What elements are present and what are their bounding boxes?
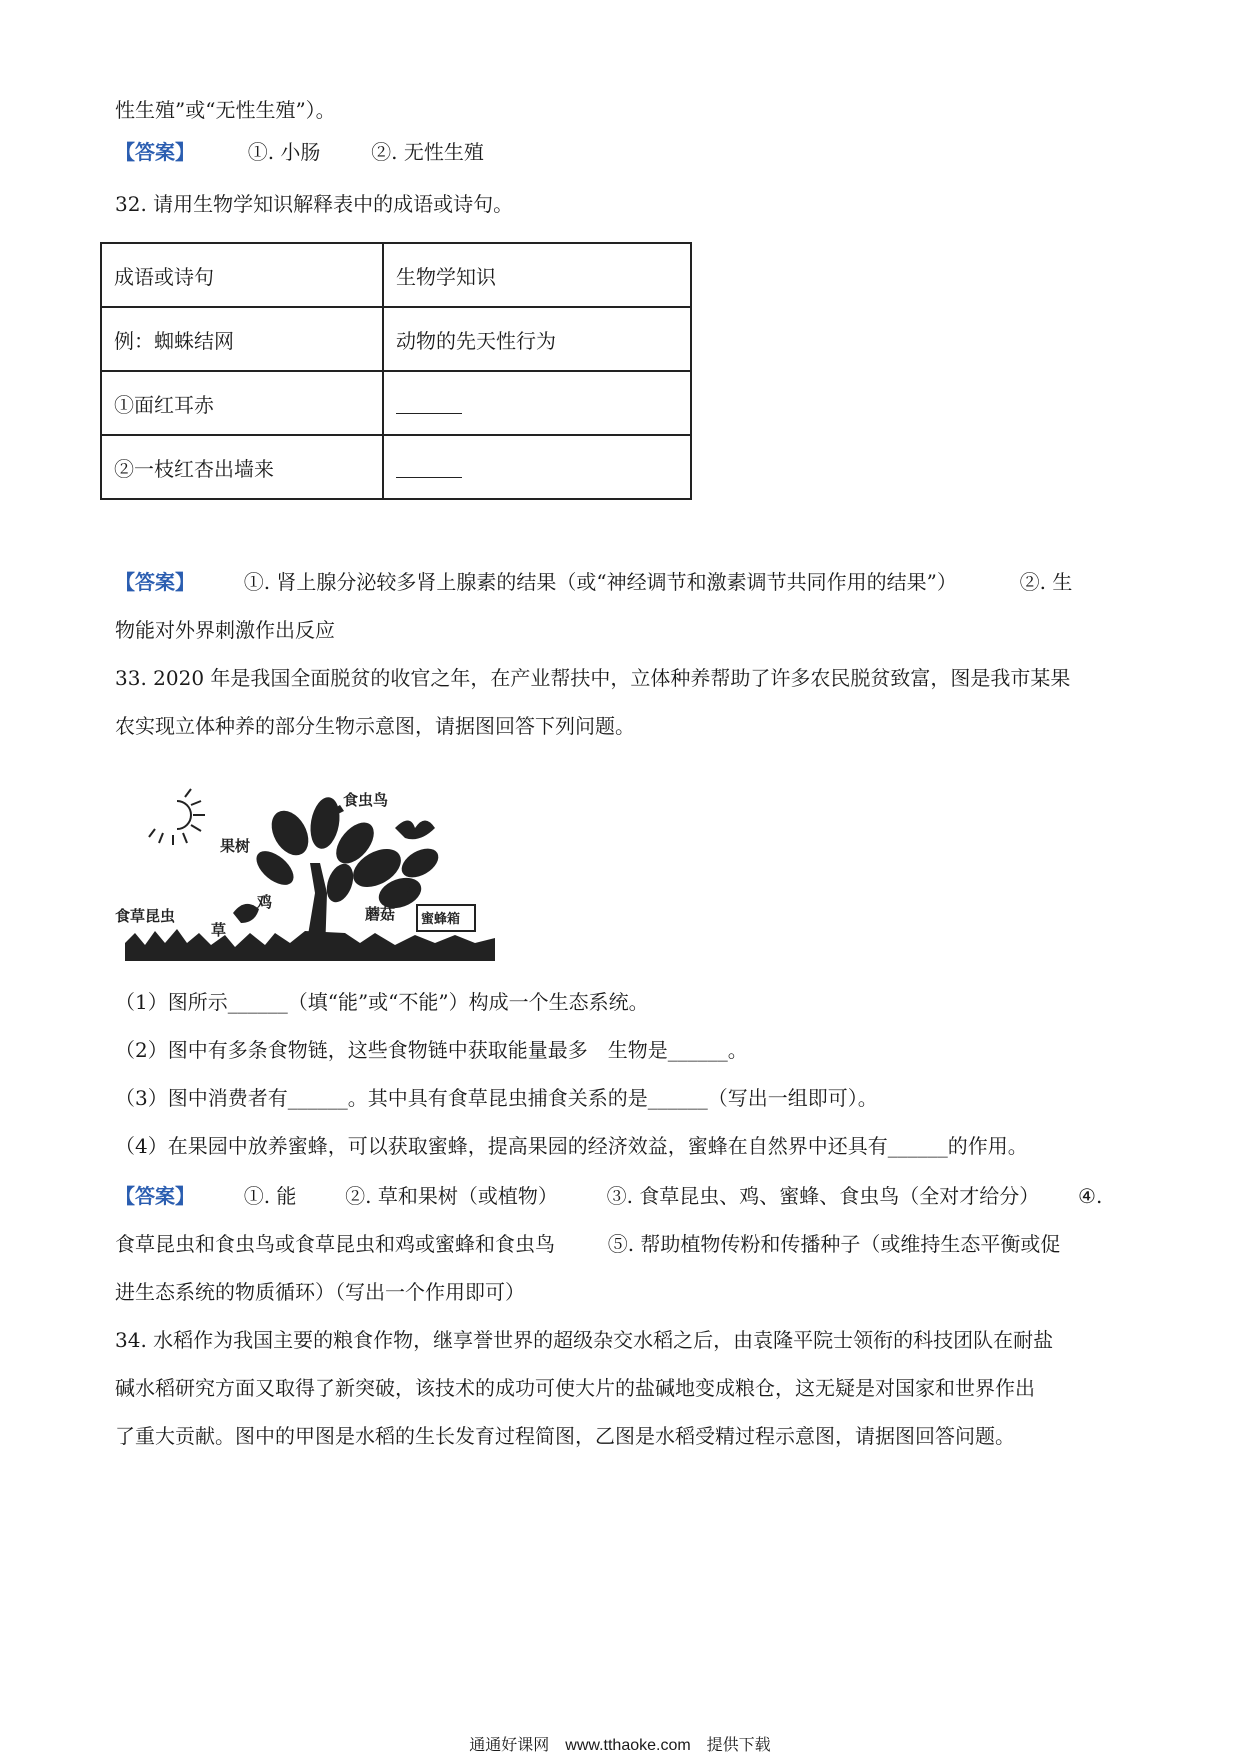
table-header-cell: 生物学知识 — [383, 243, 691, 307]
question-32: 32. 请用生物学知识解释表中的成语或诗句。 — [115, 192, 514, 216]
answer-item: ②. 无性生殖 — [371, 140, 484, 164]
answer-tag: 【答案】 — [115, 570, 195, 594]
label-chicken: 鸡 — [257, 893, 273, 911]
text-line: 性生殖”或“无性生殖”）。 — [115, 98, 336, 122]
text-line: 物能对外界刺激作出反应 — [115, 618, 335, 642]
label-tree: 果树 — [220, 837, 251, 855]
table-cell — [383, 435, 691, 499]
question-34: 34. 水稻作为我国主要的粮食作物，继享誉世界的超级杂交水稻之后，由袁隆平院士领衔的科技团队在耐盐 — [115, 1328, 1054, 1352]
answer-blank — [396, 476, 462, 478]
answer-32 — [115, 568, 1072, 596]
answer-item: ①. 肾上腺分泌较多肾上腺素的结果（或“神经调节和激素调节共同作用的结果”） — [243, 570, 957, 594]
table-row — [101, 307, 691, 371]
text-line: 进生态系统的物质循环）（写出一个作用即可） — [115, 1280, 525, 1304]
text-line: 农实现立体种养的部分生物示意图，请据图回答下列问题。 — [115, 714, 635, 738]
text-line — [115, 1230, 1060, 1258]
question-33: 33. 2020 年是我国全面脱贫的收官之年，在产业帮扶中，立体种养帮助了许多农民脱贫致富，图是我市某果 — [115, 666, 1071, 690]
table-row — [101, 243, 691, 307]
table-row — [101, 435, 691, 499]
table-cell: ②一枝红杏出墙来 — [101, 435, 383, 499]
answer-blank — [396, 412, 462, 414]
label-grass: 草 — [211, 921, 227, 939]
answer-item: ③. 食草昆虫、鸡、蜜蜂、食虫鸟（全对才给分） — [606, 1184, 1040, 1208]
label-beehive: 蜜蜂箱 — [421, 912, 461, 927]
answer-item: ②. 草和果树（或植物） — [345, 1184, 558, 1208]
answer-31 — [115, 138, 484, 166]
table-cell: 例：蜘蛛结网 — [101, 307, 383, 371]
sun-icon — [149, 789, 205, 845]
idiom-table — [100, 242, 692, 500]
question-33-3: （3）图中消费者有______。其中具有食草昆虫捕食关系的是______（写出一组即可）。 — [115, 1086, 878, 1110]
table-cell: ①面红耳赤 — [101, 371, 383, 435]
text-line: 了重大贡献。图中的甲图是水稻的生长发育过程简图，乙图是水稻受精过程示意图，请据图回答问题。 — [115, 1424, 1015, 1448]
answer-33 — [115, 1182, 1102, 1210]
answer-tag: 【答案】 — [115, 1184, 195, 1208]
question-33-1: （1）图所示______（填“能”或“不能”）构成一个生态系统。 — [115, 990, 649, 1014]
table-row — [101, 371, 691, 435]
table-cell — [383, 371, 691, 435]
question-33-2: （2）图中有多条食物链，这些食物链中获取能量最多 生物是______。 — [115, 1038, 748, 1062]
answer-item: ①. 小肠 — [247, 140, 321, 164]
answer-item: 食草昆虫和食虫鸟或食草昆虫和鸡或蜜蜂和食虫鸟 — [115, 1232, 555, 1256]
label-mushroom: 蘑菇 — [365, 905, 396, 923]
table-cell: 动物的先天性行为 — [383, 307, 691, 371]
answer-item: ①. 能 — [243, 1184, 297, 1208]
answer-item: ⑤. 帮助植物传粉和传播种子（或维持生态平衡或促 — [607, 1232, 1061, 1256]
fruit-tree-illustration — [250, 795, 443, 953]
label-bird: 食虫鸟 — [343, 791, 389, 809]
table-header-cell: 成语或诗句 — [101, 243, 383, 307]
page-footer: 通通好课网 www.tthaoke.com 提供下载 — [469, 1737, 771, 1754]
answer-tag: 【答案】 — [115, 140, 195, 164]
question-33-4: （4）在果园中放养蜜蜂，可以获取蜜蜂，提高果园的经济效益，蜜蜂在自然界中还具有______的作用。 — [115, 1134, 1028, 1158]
text-line: 碱水稻研究方面又取得了新突破，该技术的成功可使大片的盐碱地变成粮仓，这无疑是对国家和世界作出 — [115, 1376, 1035, 1400]
label-insect: 食草昆虫 — [115, 907, 176, 925]
ecosystem-figure — [115, 783, 505, 963]
answer-item: ④. — [1078, 1184, 1103, 1208]
answer-item: ②. 生 — [1019, 570, 1073, 594]
